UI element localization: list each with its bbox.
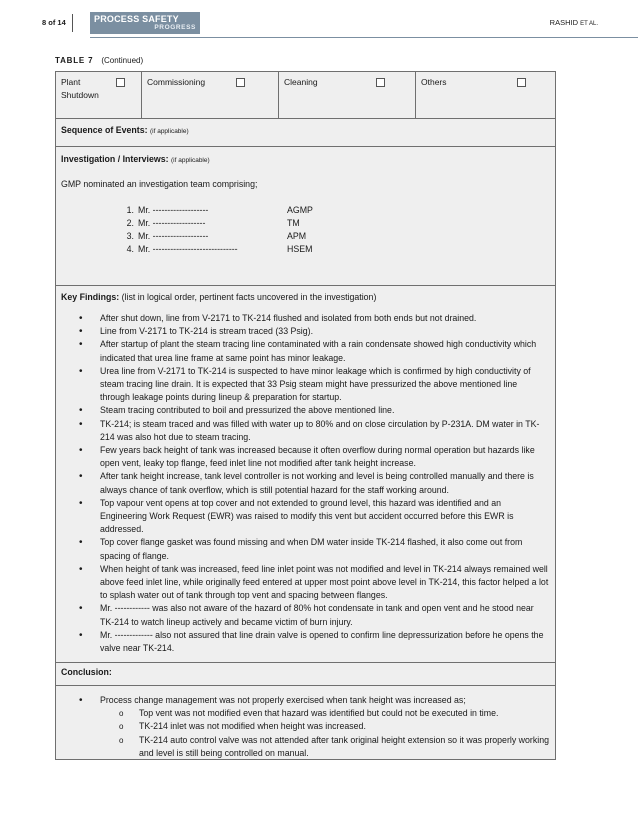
checkbox-others[interactable] — [517, 78, 526, 87]
plant-label-line2: Shutdown — [61, 90, 99, 100]
list-item: • Few years back height of tank was increased because it often overflow during normal operation but hazards like open vent, leaky top flange, feed inlet line not modified after tank height increase. — [56, 444, 555, 470]
running-authors — [550, 18, 598, 27]
others-label: Others — [421, 77, 447, 87]
member-number: 4. — [126, 244, 134, 254]
cell-plant-shutdown — [56, 72, 142, 118]
member-role: TM — [287, 218, 300, 228]
checkbox-cleaning[interactable] — [376, 78, 385, 87]
sub-list-item: o TK-214 auto control valve was not attended after tank original height extension so it was properly working and level is still being controlled on manual. — [56, 734, 555, 760]
member-name: Mr. ------------------ — [138, 218, 206, 228]
header-divider — [72, 14, 73, 32]
sequence-title — [61, 125, 189, 135]
key-findings-title — [61, 292, 376, 302]
checkbox-plant-shutdown[interactable] — [116, 78, 125, 87]
authors-etal: ET AL. — [580, 21, 598, 27]
list-item: • After shut down, line from V-2171 to TK-214 flushed and isolated from both ends but not drained. — [56, 312, 555, 325]
investigation-intro: GMP nominated an investigation team comprising; — [61, 179, 258, 189]
conclusion-divider — [56, 685, 555, 686]
sub-list-item: o Top vent was not modified even that hazard was identified but could not be executed in time. — [56, 707, 555, 720]
list-item: • Mr. ------------- also not assured that line drain valve is opened to confirm line depressurization before he opens the valve near TK-214. — [56, 629, 555, 655]
list-item: • After tank height increase, tank level controller is not working and level is being controlled manually and there is always chance of tank overflow, which is still potential hazard for the staff working around. — [56, 470, 555, 496]
key-findings-list — [56, 312, 555, 655]
list-item: • Top vapour vent opens at top cover and not extended to ground level, this hazard was identified and an Engineering Work Request (EWR) was raised to modify this vent but accident occurred before this EWR is addressed. — [56, 497, 555, 537]
plant-label-line1: Plant — [61, 77, 81, 87]
member-name: Mr. ------------------- — [138, 231, 209, 241]
page-header — [42, 12, 598, 38]
logo-line1: PROCESS SAFETY — [94, 14, 179, 24]
member-number: 1. — [126, 205, 134, 215]
team-member — [114, 204, 313, 217]
list-item: • Process change management was not properly exercised when tank height was increased as; — [56, 694, 555, 707]
cell-commissioning — [142, 72, 279, 118]
investigation-note: (if applicable) — [171, 157, 210, 164]
cell-cleaning — [279, 72, 416, 118]
cell-others — [416, 72, 555, 118]
list-item: • When height of tank was increased, feed line inlet point was not modified and level in TK-214 always remained well above feed inlet line, while originally feed entered at upper most point above level in TK-214, this factor helped a lot to splash water out of tank through top vent and spacing between flanges. — [56, 563, 555, 603]
checkbox-commissioning[interactable] — [236, 78, 245, 87]
authors-name: RASHID — [549, 18, 578, 27]
sequence-of-events-section — [56, 119, 555, 147]
member-role: APM — [287, 231, 307, 241]
table-label: TABLE 7 — [55, 56, 94, 65]
table-caption-note: (Continued) — [101, 56, 144, 65]
investigation-heading: Investigation / Interviews: — [61, 154, 169, 164]
list-item: • Top cover flange gasket was found missing and when DM water inside TK-214 flashed, it also come out from spacing of flange. — [56, 536, 555, 562]
member-name: Mr. ----------------------------- — [138, 244, 238, 254]
team-member — [114, 243, 313, 256]
list-item: • Urea line from V-2171 to TK-214 is suspected to have minor leakage which is confirmed by high conductivity of steam tracing line drain. It is expected that 33 Psig steam might have pressurized the above mentioned line through leakage points during lineup & preparation for startup. — [56, 365, 555, 405]
conclusion-list — [56, 694, 555, 760]
incident-report-table — [55, 71, 556, 760]
sequence-note: (if applicable) — [149, 128, 189, 135]
member-number: 3. — [126, 231, 134, 241]
sequence-heading: Sequence of Events: — [61, 125, 148, 135]
list-item: • TK-214; is steam traced and was filled with water up to 80% and on close circulation by P-231A. DM water in TK-214 was also hot due to steam tracing. — [56, 418, 555, 444]
conclusion-heading: Conclusion: — [61, 667, 112, 677]
list-item: • Line from V-2171 to TK-214 is stream traced (33 Psig). — [56, 325, 555, 338]
list-item: • After startup of plant the steam tracing line contaminated with a rain condensate showed high conductivity which indicated that urea line frame at same point has minor leakage. — [56, 338, 555, 364]
member-role: HSEM — [287, 244, 313, 254]
page-number: 8 of 14 — [42, 18, 66, 27]
operation-type-row — [56, 72, 555, 119]
member-role: AGMP — [287, 205, 313, 215]
team-member — [114, 230, 307, 243]
investigation-section — [56, 147, 555, 286]
member-name: Mr. ------------------- — [138, 205, 209, 215]
key-findings-heading: Key Findings: — [61, 292, 120, 302]
list-item: • Mr. ------------ was also not aware of the hazard of 80% hot condensate in tank and open vent and he stood near TK-214 to watch lineup actively and became victim of burn injury. — [56, 602, 555, 628]
key-findings-section — [56, 286, 555, 663]
journal-logo — [90, 12, 200, 34]
sub-list-item: o TK-214 inlet was not modified when height was increased. — [56, 720, 555, 733]
investigation-title — [61, 154, 210, 164]
conclusion-section — [56, 663, 555, 759]
list-item: • Steam tracing contributed to boil and pressurized the above mentioned line. — [56, 404, 555, 417]
commissioning-label: Commissioning — [147, 77, 206, 87]
team-member — [114, 217, 300, 230]
table-caption — [55, 56, 143, 65]
header-rule — [90, 37, 638, 38]
member-number: 2. — [126, 218, 134, 228]
key-findings-note: (list in logical order, pertinent facts uncovered in the investigation) — [121, 292, 377, 302]
cleaning-label: Cleaning — [284, 77, 318, 87]
logo-line2: PROGRESS — [154, 24, 196, 31]
